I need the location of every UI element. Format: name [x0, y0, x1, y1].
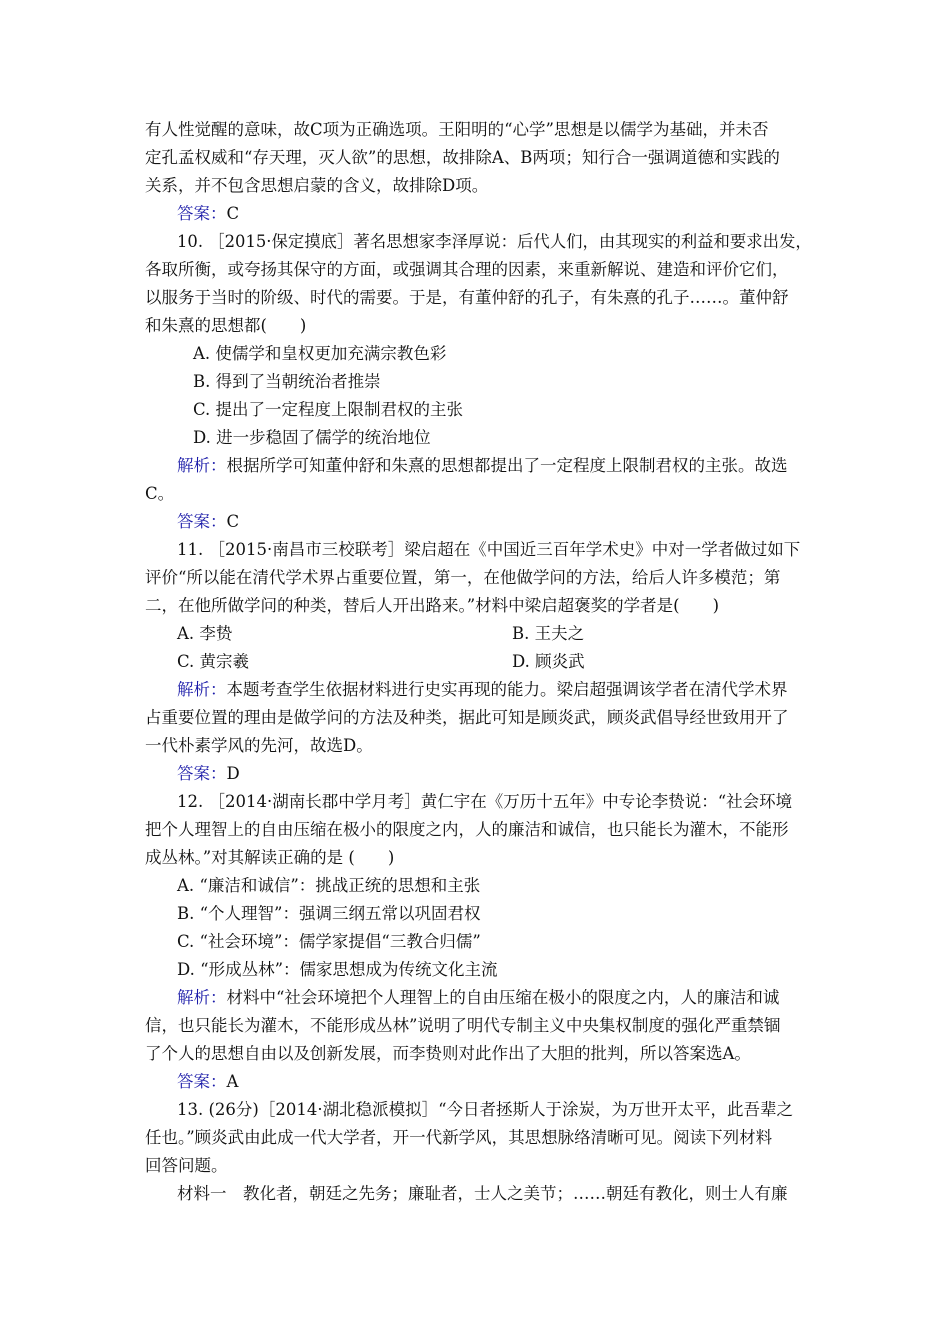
option-a: A. 李贽 — [177, 624, 233, 643]
explanation-line: 一代朴素学风的先河，故选D。 — [145, 736, 373, 755]
explanation-line — [177, 986, 779, 1010]
question-line: 任也。”顾炎武由此成一代大学者，开一代新学风，其思想脉络清晰可见。阅读下列材料 — [145, 1128, 773, 1147]
explanation-line: 信，也只能长为灌木，不能形成丛林”说明了明代专制主义中央集权制度的强化严重禁锢 — [145, 1016, 781, 1035]
answer-line — [177, 1070, 238, 1094]
explanation-line: 了个人的思想自由以及创新发展，而李贽则对此作出了大胆的批判，所以答案选A。 — [145, 1044, 751, 1063]
answer-label: 答案： — [177, 204, 227, 223]
explanation-line: 占重要位置的理由是做学问的方法及种类，据此可知是顾炎武，顾炎武倡导经世致用开了 — [145, 708, 789, 727]
explanation-label: 解析： — [177, 680, 227, 699]
question-line: 12. ［2014·湖南长郡中学月考］黄仁宇在《万历十五年》中专论李贽说：“社会环境 — [177, 792, 793, 811]
question-line: 和朱熹的思想都( ) — [145, 316, 307, 335]
answer-value: C — [226, 204, 240, 223]
explanation-line — [177, 678, 788, 702]
explanation-line: 关系，并不包含思想启蒙的含义，故排除D项。 — [145, 176, 489, 195]
answer-line — [177, 762, 240, 786]
option-d: D. 进一步稳固了儒学的统治地位 — [193, 428, 431, 447]
option-b: B. 得到了当朝统治者推崇 — [193, 372, 381, 391]
explanation-line: C。 — [145, 484, 175, 503]
explanation-text: 材料中“社会环境把个人理智上的自由压缩在极小的限度之内，人的廉洁和诚 — [226, 988, 780, 1007]
question-line: 11. ［2015·南昌市三校联考］梁启超在《中国近三百年学术史》中对一学者做过如下 — [177, 540, 801, 559]
option-d: D. “形成丛林”：儒家思想成为传统文化主流 — [177, 960, 498, 979]
question-line: 评价“所以能在清代学术界占重要位置，第一，在他做学问的方法，给后人许多模范；第 — [145, 568, 781, 587]
option-b: B. 王夫之 — [512, 624, 585, 643]
explanation-label: 解析： — [177, 456, 227, 475]
question-line: 10. ［2015·保定摸底］著名思想家李泽厚说：后代人们，由其现实的利益和要求出发， — [177, 232, 812, 251]
answer-value: C — [226, 512, 240, 531]
option-c: C. 提出了一定程度上限制君权的主张 — [193, 400, 464, 419]
explanation-text: 根据所学可知董仲舒和朱熹的思想都提出了一定程度上限制君权的主张。故选 — [226, 456, 788, 475]
answer-label: 答案： — [177, 764, 227, 783]
option-c: C. 黄宗羲 — [177, 652, 250, 671]
answer-label: 答案： — [177, 512, 227, 531]
option-a: A. “廉洁和诚信”：挑战正统的思想和主张 — [177, 876, 481, 895]
question-line: 以服务于当时的阶级、时代的需要。于是，有董仲舒的孔子，有朱熹的孔子……。董仲舒 — [145, 288, 789, 307]
material-line: 材料一 教化者，朝廷之先务；廉耻者，士人之美节；……朝廷有教化，则士人有廉 — [177, 1184, 788, 1203]
question-line: 把个人理智上的自由压缩在极小的限度之内，人的廉洁和诚信，也只能长为灌木，不能形 — [145, 820, 789, 839]
explanation-line — [177, 454, 788, 478]
explanation-line: 有人性觉醒的意味，故C项为正确选项。王阳明的“心学”思想是以儒学为基础，并未否 — [145, 120, 769, 139]
option-c: C. “社会环境”：儒学家提倡“三教合归儒” — [177, 932, 481, 951]
option-a: A. 使儒学和皇权更加充满宗教色彩 — [193, 344, 447, 363]
answer-line — [177, 202, 239, 226]
question-line: 回答问题。 — [145, 1156, 228, 1175]
explanation-text: 本题考查学生依据材料进行史实再现的能力。梁启超强调该学者在清代学术界 — [226, 680, 788, 699]
option-d: D. 顾炎武 — [512, 652, 585, 671]
answer-value: D — [226, 764, 240, 783]
question-line: 各取所衡，或夸扬其保守的方面，或强调其合理的因素，来重新解说、建造和评价它们， — [145, 260, 789, 279]
question-line: 二，在他所做学问的种类，替后人开出路来。”材料中梁启超褒奖的学者是( ) — [145, 596, 720, 615]
answer-line — [177, 510, 239, 534]
answer-label: 答案： — [177, 1072, 227, 1091]
explanation-line: 定孔孟权威和“存天理，灭人欲”的思想，故排除A、B两项；知行合一强调道德和实践的 — [145, 148, 780, 167]
question-line: 成丛林。”对其解读正确的是 ( ) — [145, 848, 395, 867]
option-b: B. “个人理智”：强调三纲五常以巩固君权 — [177, 904, 481, 923]
answer-value: A — [226, 1072, 239, 1091]
question-line: 13. (26分)［2014·湖北稳派模拟］“今日者拯斯人于涂炭，为万世开太平，此吾辈之 — [177, 1100, 794, 1119]
explanation-label: 解析： — [177, 988, 227, 1007]
